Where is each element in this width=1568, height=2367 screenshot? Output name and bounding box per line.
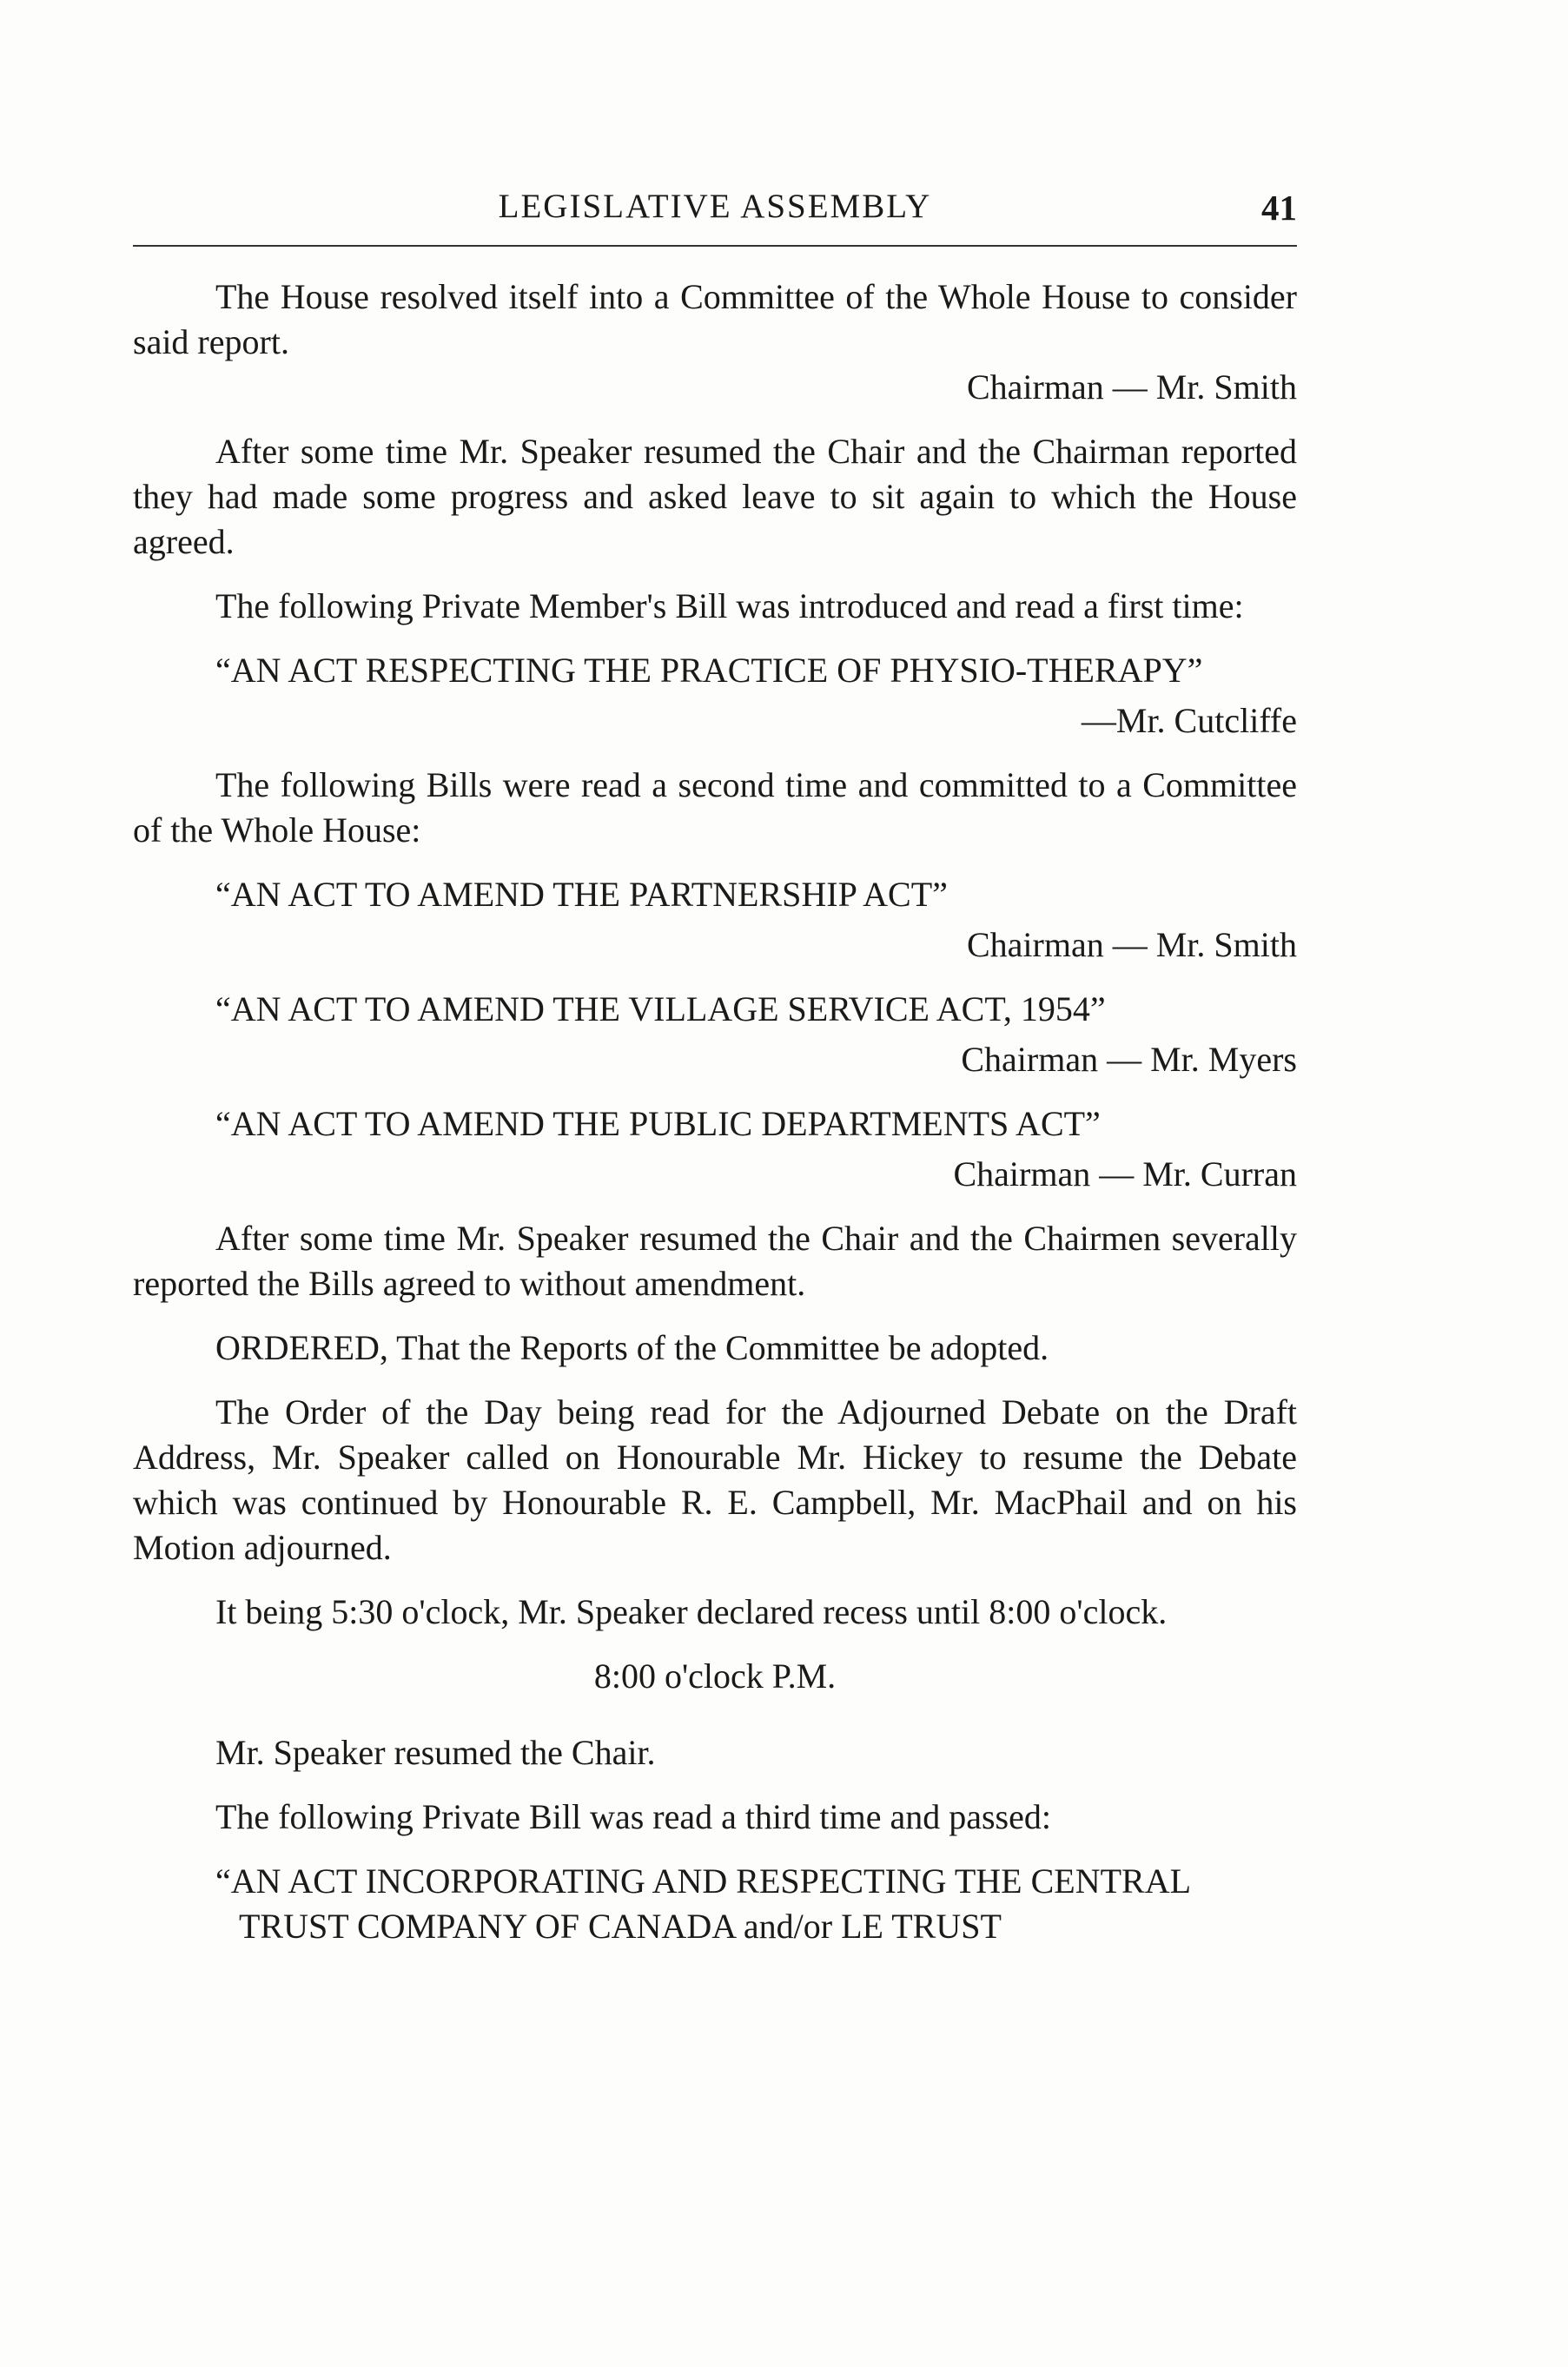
header-rule [133, 245, 1297, 247]
paragraph-speaker-resumed: After some time Mr. Speaker resumed the Chair and the Chairman reported they had made some progress and asked leave to sit again to which the House agreed. [133, 432, 1297, 561]
page-number: 41 [1261, 188, 1297, 228]
paragraph-third-reading: The following Private Bill was read a third time and passed: [215, 1797, 1051, 1836]
paragraph-ordered: ORDERED, That the Reports of the Committee be adopted. [215, 1328, 1049, 1367]
paragraph-recess: It being 5:30 o'clock, Mr. Speaker declared recess until 8:00 o'clock. [215, 1592, 1168, 1631]
chairman-line: Chairman — Mr. Smith [967, 367, 1297, 407]
bill-title-public-departments: “AN ACT TO AMEND THE PUBLIC DEPARTMENTS ACT” [215, 1104, 1101, 1143]
chairman-line: Chairman — Mr. Smith [967, 925, 1297, 964]
bill-title-partnership: “AN ACT TO AMEND THE PARTNERSHIP ACT” [215, 875, 948, 914]
chairman-line: Chairman — Mr. Myers [961, 1040, 1297, 1079]
paragraph-chairmen-reported: After some time Mr. Speaker resumed the Chair and the Chairmen severally reported the Bills agreed to without amendment. [133, 1219, 1297, 1303]
bill-title-central-trust: “AN ACT INCORPORATING AND RESPECTING THE CENTRAL TRUST COMPANY OF CANADA and/or LE TRUST [215, 1861, 1190, 1946]
paragraph-adjourned-debate: The Order of the Day being read for the Adjourned Debate on the Draft Address, Mr. Speaker called on Honourable Mr. Hickey to resume the Debate which was continued by Honourable R. E. Campbell, Mr. MacPhail and on his Motion adjourned. [133, 1392, 1297, 1567]
bill-title-physiotherapy: “AN ACT RESPECTING THE PRACTICE OF PHYSIO-THERAPY” [215, 651, 1203, 690]
paragraph-second-reading: The following Bills were read a second time and committed to a Committee of the Whole House: [133, 765, 1297, 850]
chairman-line: Chairman — Mr. Curran [953, 1154, 1297, 1193]
paragraph-speaker-resumed-evening: Mr. Speaker resumed the Chair. [215, 1733, 656, 1772]
bill-title-village-service: “AN ACT TO AMEND THE VILLAGE SERVICE ACT, 1954” [215, 989, 1106, 1028]
bill-sponsor: —Mr. Cutcliffe [1081, 701, 1297, 740]
page-header [133, 187, 1297, 239]
running-head: LEGISLATIVE ASSEMBLY [498, 188, 932, 225]
journal-body [133, 274, 1297, 1954]
paragraph-private-bill-intro: The following Private Member's Bill was introduced and read a first time: [215, 586, 1244, 625]
time-heading: 8:00 o'clock P.M. [593, 1656, 837, 1696]
paragraph-committee-resolution: The House resolved itself into a Committee of the Whole House to consider said report. [133, 277, 1297, 361]
